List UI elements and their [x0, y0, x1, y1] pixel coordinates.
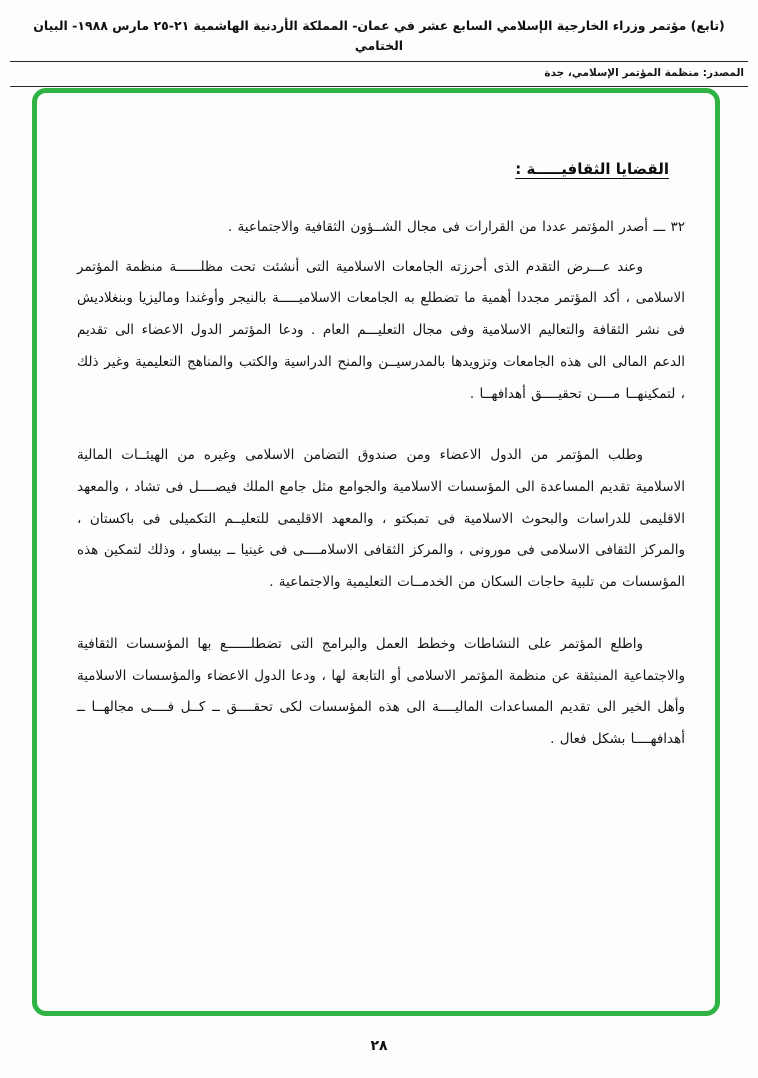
header-title: (تابع) مؤتمر وزراء الخارجية الإسلامي السابع عشر في عمان- المملكة الأردنية الهاشمية ٢١-٢٥ مارس ١٩٨٨- البيان الختامي: [33, 18, 725, 53]
page-number: ٢٨: [370, 1038, 388, 1054]
section-title: القضايا الثقافيـــــة :: [515, 160, 669, 178]
header-divider-bottom: [10, 86, 748, 87]
document-body: [77, 212, 685, 756]
content-frame: [32, 88, 720, 1016]
page-header: [0, 0, 758, 87]
paragraph-universities: وعند عـــرض التقدم الذى أحرزته الجامعات الاسلامية التى أنشئت تحت مظلــــــة منظمة المؤتمر الاسلامى ، أكد المؤتمر مجددا أهمية ما تضطلع به الجامعات الاسلاميـــــة بالنيجر وأوغندا وماليزيا وبنغلاديش فى نشر الثقافة والتعاليم الاسلامية وفى مجال التعليـــم العام . ودعا المؤتمر الدول الاعضاء الى تقديم الدعم المالى الى هذه الجامعات وتزويدها بالمدرسيــن والمنح الدراسية والكتب والمناهج التعليمية وغير ذلك ، لتمكينهــا مــــن تحقيــــق أهدافهــا .: [77, 258, 685, 402]
paragraph-activities-plans: واطلع المؤتمر على النشاطات وخطط العمل والبرامج التى تضطلــــــع بها المؤسسات الثقافية والاجتماعية المنبثقة عن منظمة المؤتمر الاسلامى أو التابعة لها ، ودعا الدول الاعضاء والمؤسسات الاسلامية وأهل الخير الى تقديم المساعدات الماليــــة الى هذه المؤسسات لكى تحقــــق ــ كــل فــــى مجالهــا ــ أهدافهــــا بشكل فعال .: [77, 635, 685, 748]
paragraph-institutions-aid: وطلب المؤتمر من الدول الاعضاء ومن صندوق التضامن الاسلامى وغيره من الهيئــات المالية الاسلامية تقديم المساعدة الى المؤسسات الاسلامية والجوامع مثل جامع الملك فيصــــل فى تشاد ، والمعهد الاقليمى للدراسات والبحوث الاسلامية فى تمبكتو ، والمعهد الاقليمى للتعليــم التكميلى فى باكستان ، والمركز الثقافى الاسلامى فى مورونى ، والمركز الثقافى الاسلامــــى فى غينيا ــ بيساو ، وذلك لتمكين هذه المؤسسات من تلبية حاجات السكان من الخدمــات التعليمية والاجتماعية .: [77, 447, 685, 591]
header-source: المصدر: منظمة المؤتمر الإسلامي، جدة: [544, 67, 744, 79]
paragraph-numbered-32: ٣٢ ـــ أصدر المؤتمر عددا من القرارات فى مجال الشــؤون الثقافية والاجتماعية .: [227, 219, 685, 235]
